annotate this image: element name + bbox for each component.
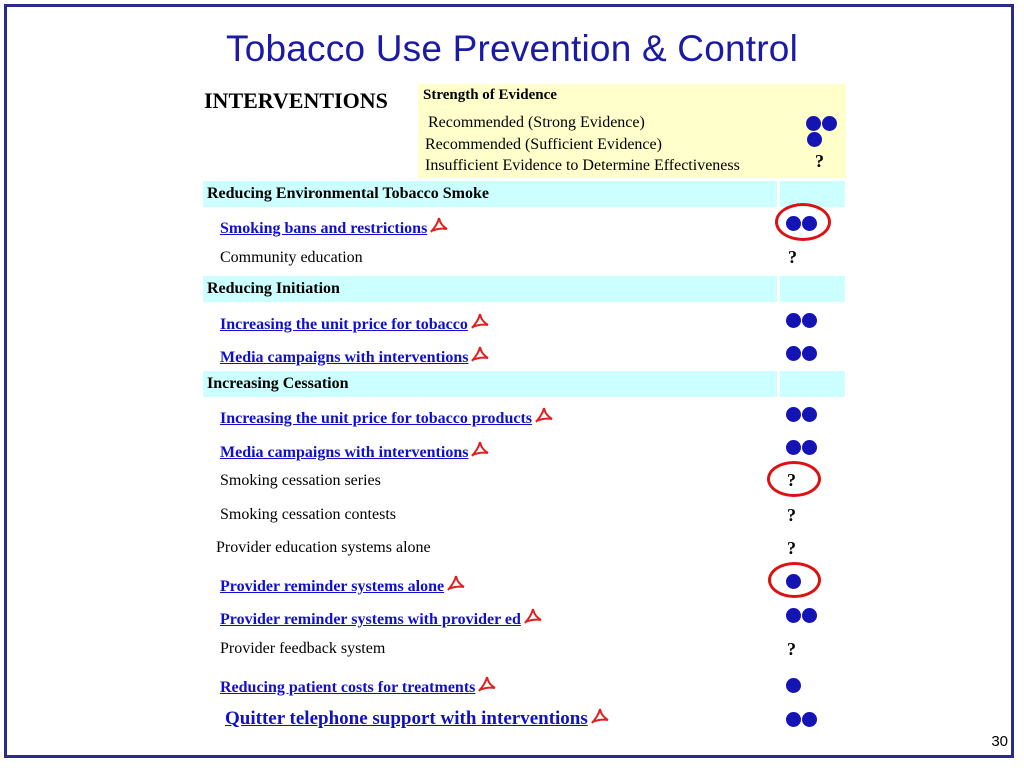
legend-one-dot-icon xyxy=(807,130,822,148)
table-heading: INTERVENTIONS xyxy=(204,88,388,113)
evidence-two-dots-icon xyxy=(786,438,817,456)
row-provider-feedback: Provider feedback system xyxy=(220,640,386,657)
pdf-icon[interactable] xyxy=(470,313,490,336)
pdf-icon[interactable] xyxy=(477,676,497,699)
row-provider-education: Provider education systems alone xyxy=(216,539,431,556)
highlight-circle xyxy=(767,461,821,497)
legend-item-sufficient: Recommended (Sufficient Evidence) xyxy=(425,136,662,153)
evidence-question-mark: ? xyxy=(787,538,796,558)
pdf-icon[interactable] xyxy=(470,346,490,369)
dot-icon xyxy=(802,712,817,727)
dot-icon xyxy=(802,313,817,328)
pdf-icon[interactable] xyxy=(470,441,490,464)
section-label: Reducing Environmental Tobacco Smoke xyxy=(207,185,489,202)
row-cessation-contests: Smoking cessation contests xyxy=(220,506,396,523)
dot-icon xyxy=(786,313,801,328)
evidence-two-dots-icon xyxy=(786,344,817,362)
link-label[interactable]: Media campaigns with interventions xyxy=(220,349,469,366)
link-label[interactable]: Increasing the unit price for tobacco xyxy=(220,316,468,333)
link-smoking-bans[interactable] xyxy=(220,217,449,240)
divider xyxy=(777,181,780,207)
slide-title: Tobacco Use Prevention & Control xyxy=(226,28,798,69)
pdf-icon[interactable] xyxy=(534,407,554,430)
divider xyxy=(777,371,780,397)
dot-icon xyxy=(786,440,801,455)
dot-icon xyxy=(802,407,817,422)
pdf-icon[interactable] xyxy=(523,608,543,631)
dot-icon xyxy=(786,608,801,623)
legend-title: Strength of Evidence xyxy=(423,87,557,103)
section-label: Reducing Initiation xyxy=(207,280,340,297)
evidence-question-mark: ? xyxy=(787,639,796,659)
legend-item-strong: Recommended (Strong Evidence) xyxy=(428,114,645,131)
page-number: 30 xyxy=(991,733,1008,750)
dot-icon xyxy=(806,116,821,131)
link-label[interactable]: Provider reminder systems alone xyxy=(220,578,445,595)
evidence-two-dots-icon xyxy=(786,710,817,728)
dot-icon xyxy=(786,346,801,361)
section-header-cessation xyxy=(203,371,845,397)
pdf-icon[interactable] xyxy=(590,708,610,732)
link-label[interactable]: Smoking bans and restrictions xyxy=(220,220,428,237)
link-label[interactable]: Media campaigns with interventions xyxy=(220,444,469,461)
evidence-question-mark: ? xyxy=(788,247,797,267)
section-header-environmental xyxy=(203,181,845,207)
link-unit-price-products[interactable] xyxy=(220,407,554,430)
dot-icon xyxy=(786,678,801,693)
divider xyxy=(777,276,780,302)
evidence-two-dots-icon xyxy=(786,405,817,423)
legend-question-mark: ? xyxy=(815,151,824,171)
pdf-icon[interactable] xyxy=(446,575,466,598)
evidence-question-mark: ? xyxy=(787,470,796,490)
evidence-one-dot-icon xyxy=(786,676,801,694)
section-label: Increasing Cessation xyxy=(207,375,349,392)
evidence-two-dots-icon xyxy=(786,311,817,329)
row-cessation-series: Smoking cessation series xyxy=(220,472,381,489)
legend-item-insufficient: Insufficient Evidence to Determine Effectiveness xyxy=(425,157,740,174)
link-unit-price-initiation[interactable] xyxy=(220,313,490,336)
dot-icon xyxy=(822,116,837,131)
dot-icon xyxy=(807,132,822,147)
dot-icon xyxy=(786,407,801,422)
dot-icon xyxy=(802,440,817,455)
link-label[interactable]: Provider reminder systems with provider ed xyxy=(220,611,521,628)
evidence-two-dots-icon xyxy=(786,606,817,624)
link-quitter-telephone-support[interactable] xyxy=(225,708,610,732)
link-media-campaigns-cessation[interactable] xyxy=(220,441,490,464)
link-provider-reminder-alone[interactable] xyxy=(220,575,466,598)
link-label[interactable]: Quitter telephone support with interventions xyxy=(225,708,588,729)
link-media-campaigns-initiation[interactable] xyxy=(220,346,490,369)
highlight-circle xyxy=(775,203,831,241)
link-provider-reminder-with-ed[interactable] xyxy=(220,608,543,631)
dot-icon xyxy=(802,608,817,623)
link-label[interactable]: Increasing the unit price for tobacco products xyxy=(220,410,532,427)
dot-icon xyxy=(786,712,801,727)
link-label[interactable]: Reducing patient costs for treatments xyxy=(220,679,476,696)
row-community-education: Community education xyxy=(220,249,363,266)
dot-icon xyxy=(802,346,817,361)
link-reducing-patient-costs[interactable] xyxy=(220,676,497,699)
highlight-circle xyxy=(768,562,821,598)
pdf-icon[interactable] xyxy=(429,217,449,240)
evidence-question-mark: ? xyxy=(787,505,796,525)
section-header-initiation xyxy=(203,276,845,302)
